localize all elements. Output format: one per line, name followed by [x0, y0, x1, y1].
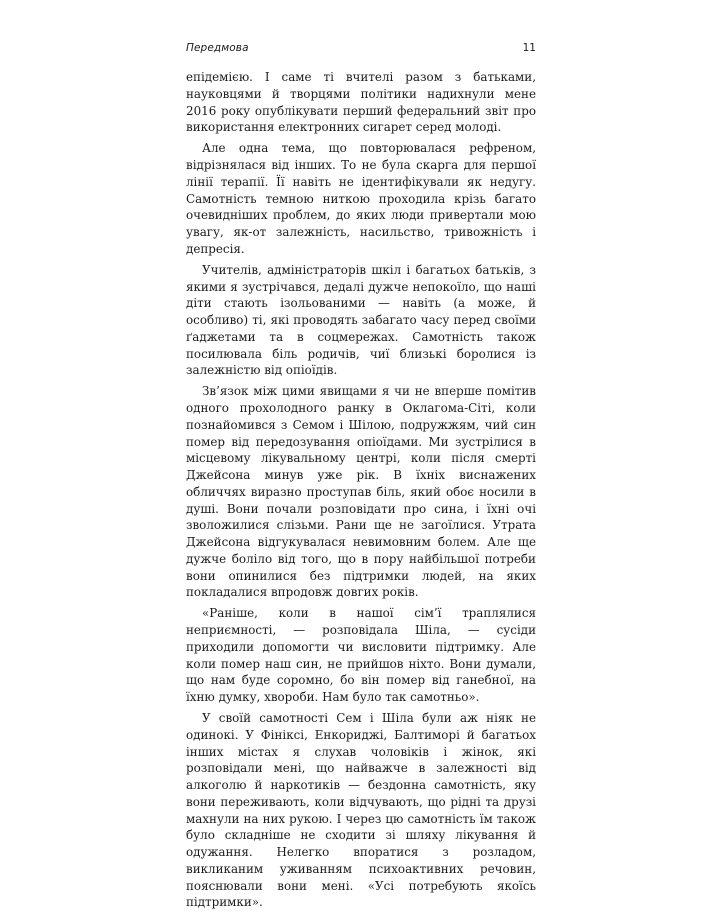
paragraph-1: епідемією. І саме ті вчителі разом з батьками, науковцями й творцями політики надихнули мене 2016 року опублікувати перший федеральний звіт про використання електронних сигарет серед молоді. [186, 70, 536, 135]
section-title: Передмова [186, 42, 249, 54]
paragraph-4: Зв’язок між цими явищами я чи не вперше помітив одного прохолодного ранку в Оклагома-Сіті, коли познайомився з Семом і Шілою, подружжям, чий син помер від передозування опіоїдами. Ми зустрілися в місцевому лікувальному центрі, коли після смерті Джейсона минув уже рік. В їхніх виснажених обличчях виразно проступав біль, який обоє носили в душі. Вони почали розповідати про сина, і їхні очі зволожилися слізьми. Рани ще не загоїлися. Утрата Джейсона відгукувалася невимовним болем. Але ще дужче боліло від того, що в пору найбільшої потреби вони опинилися без підтримки людей, на яких покладалися впродовж довгих років. [186, 384, 536, 600]
body-text [186, 69, 536, 916]
page-number: 11 [522, 42, 536, 54]
running-header [186, 42, 536, 56]
paragraph-6: У своїй самотності Сем і Шіла були аж ніяк не одинокі. У Фініксі, Енкориджі, Балтиморі й багатьох інших містах я слухав чоловіків і жінок, які розповідали мені, що найважче в залежності від алкоголю й наркотиків — бездонна самотність, яку вони переживають, коли відчувають, що рідні та друзі махнули на них рукою. І через цю самотність їм також було складніше не сходити зі шляху лікування й одужання. Нелегко впоратися з розладом, викликаним уживанням психоактивних речовин, пояснювали вони мені. «Усі потребують якоїсь підтримки». [186, 711, 536, 910]
paragraph-5: «Раніше, коли в нашої сім’ї траплялися неприємності, — розповідала Шіла, — сусіди приходили допомогти чи висловити підтримку. Але коли помер наш син, не прийшов ніхто. Вони думали, що нам буде соромно, бо він помер від ганебної, на їхню думку, хвороби. Нам було так самотньо». [186, 606, 536, 705]
paragraph-3: Учителів, адміністраторів шкіл і багатьох батьків, з якими я зустрічався, дедалі дужче непокоїло, що наші діти стають ізольованими — навіть (а може, й особливо) ті, які проводять забагато часу перед своїми ґаджетами та в соцмережах. Самотність також посилювала біль родичів, чиї близькі боролися із залежністю від опіоїдів. [186, 262, 536, 378]
paragraph-2: Але одна тема, що повторювалася рефреном, відрізнялася від інших. То не була скарга для першої лінії терапії. Її навіть не ідентифікували як недугу. Самотність темною ниткою проходила крізь багато очевидніших проблем, до яких люди привертали мою увагу, як-от залежність, насильство, тривожність і депресія. [186, 141, 536, 256]
